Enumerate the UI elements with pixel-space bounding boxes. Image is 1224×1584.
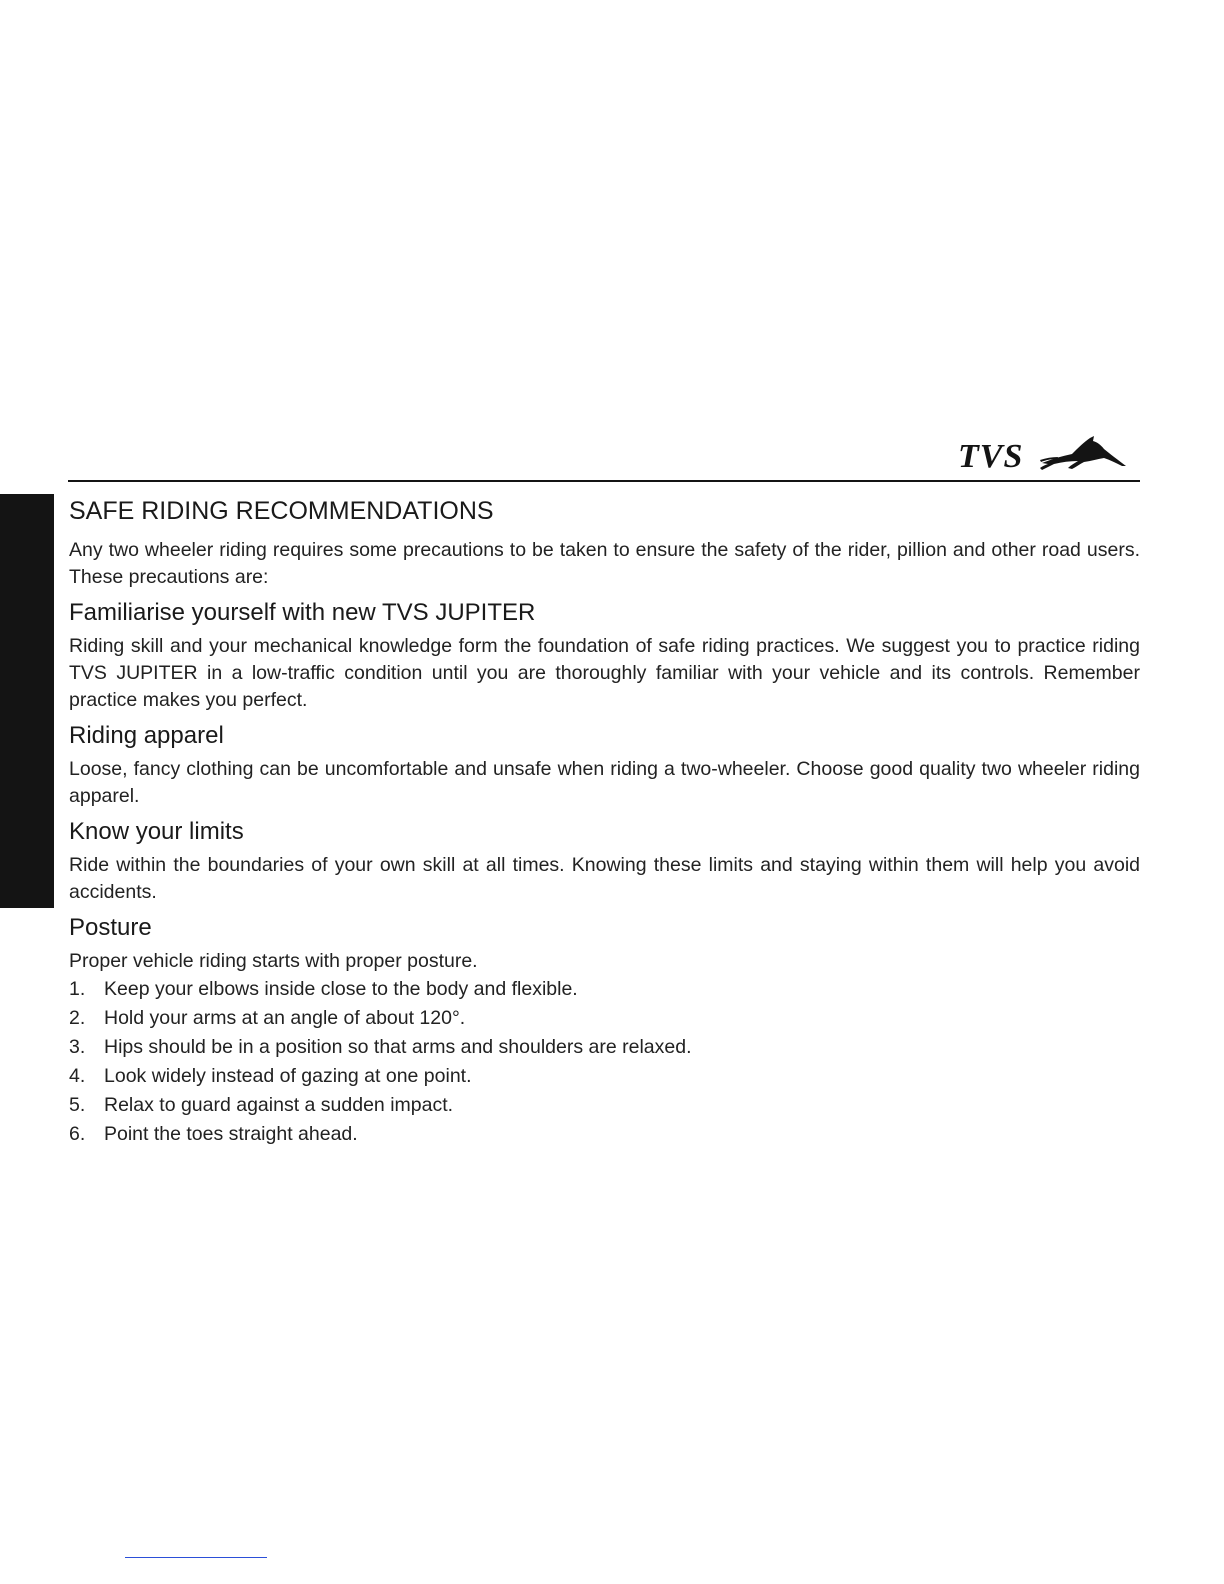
list-item [69,1033,1140,1062]
list-item [69,975,1140,1004]
tvs-logo-text: TVS [958,438,1024,474]
section-apparel-body: Loose, fancy clothing can be uncomfortable and unsafe when riding a two-wheeler. Choose good quality two wheeler riding apparel. [69,758,1140,807]
step-number: 3. [69,1036,86,1058]
step-number: 5. [69,1094,86,1116]
step-text: Hips should be in a position so that arms and shoulders are relaxed. [104,1036,692,1058]
section-posture-title: Posture [69,914,152,941]
page-title: SAFE RIDING RECOMMENDATIONS [69,497,494,525]
list-item [69,1091,1140,1120]
list-item [69,1062,1140,1091]
step-text: Keep your elbows inside close to the body and flexible. [104,978,578,1000]
section-familiarise-title: Familiarise yourself with new TVS JUPITER [69,599,536,626]
list-item [69,1004,1140,1033]
tvs-logo [956,432,1130,474]
step-number: 4. [69,1065,86,1087]
step-number: 1. [69,978,86,1000]
step-number: 6. [69,1123,86,1145]
section-posture-intro: Proper vehicle riding starts with proper posture. [69,950,478,972]
section-limits-body: Ride within the boundaries of your own skill at all times. Knowing these limits and staying within them will help you avoid accidents. [69,854,1140,903]
list-item [69,1120,1140,1149]
footer-line [125,1557,267,1558]
horse-icon [1040,436,1126,470]
intro-paragraph: Any two wheeler riding requires some precautions to be taken to ensure the safety of the rider, pillion and other road users. These precautions are: [69,539,1140,588]
page-content [69,494,1140,1149]
step-text: Point the toes straight ahead. [104,1123,358,1145]
posture-steps-list [69,975,1140,1149]
step-text: Look widely instead of gazing at one point. [104,1065,472,1087]
section-side-tab [0,494,54,908]
section-apparel-title: Riding apparel [69,722,224,749]
section-familiarise-body: Riding skill and your mechanical knowledge form the foundation of safe riding practices. We suggest you to practice riding TVS JUPITER in a low-traffic condition until you are thoroughly familiar with your vehicle and its controls. Remember practice makes you perfect. [69,635,1140,711]
step-text: Hold your arms at an angle of about 120°. [104,1007,466,1029]
step-number: 2. [69,1007,86,1029]
step-text: Relax to guard against a sudden impact. [104,1094,454,1116]
header-rule [68,480,1140,482]
section-limits-title: Know your limits [69,818,244,845]
